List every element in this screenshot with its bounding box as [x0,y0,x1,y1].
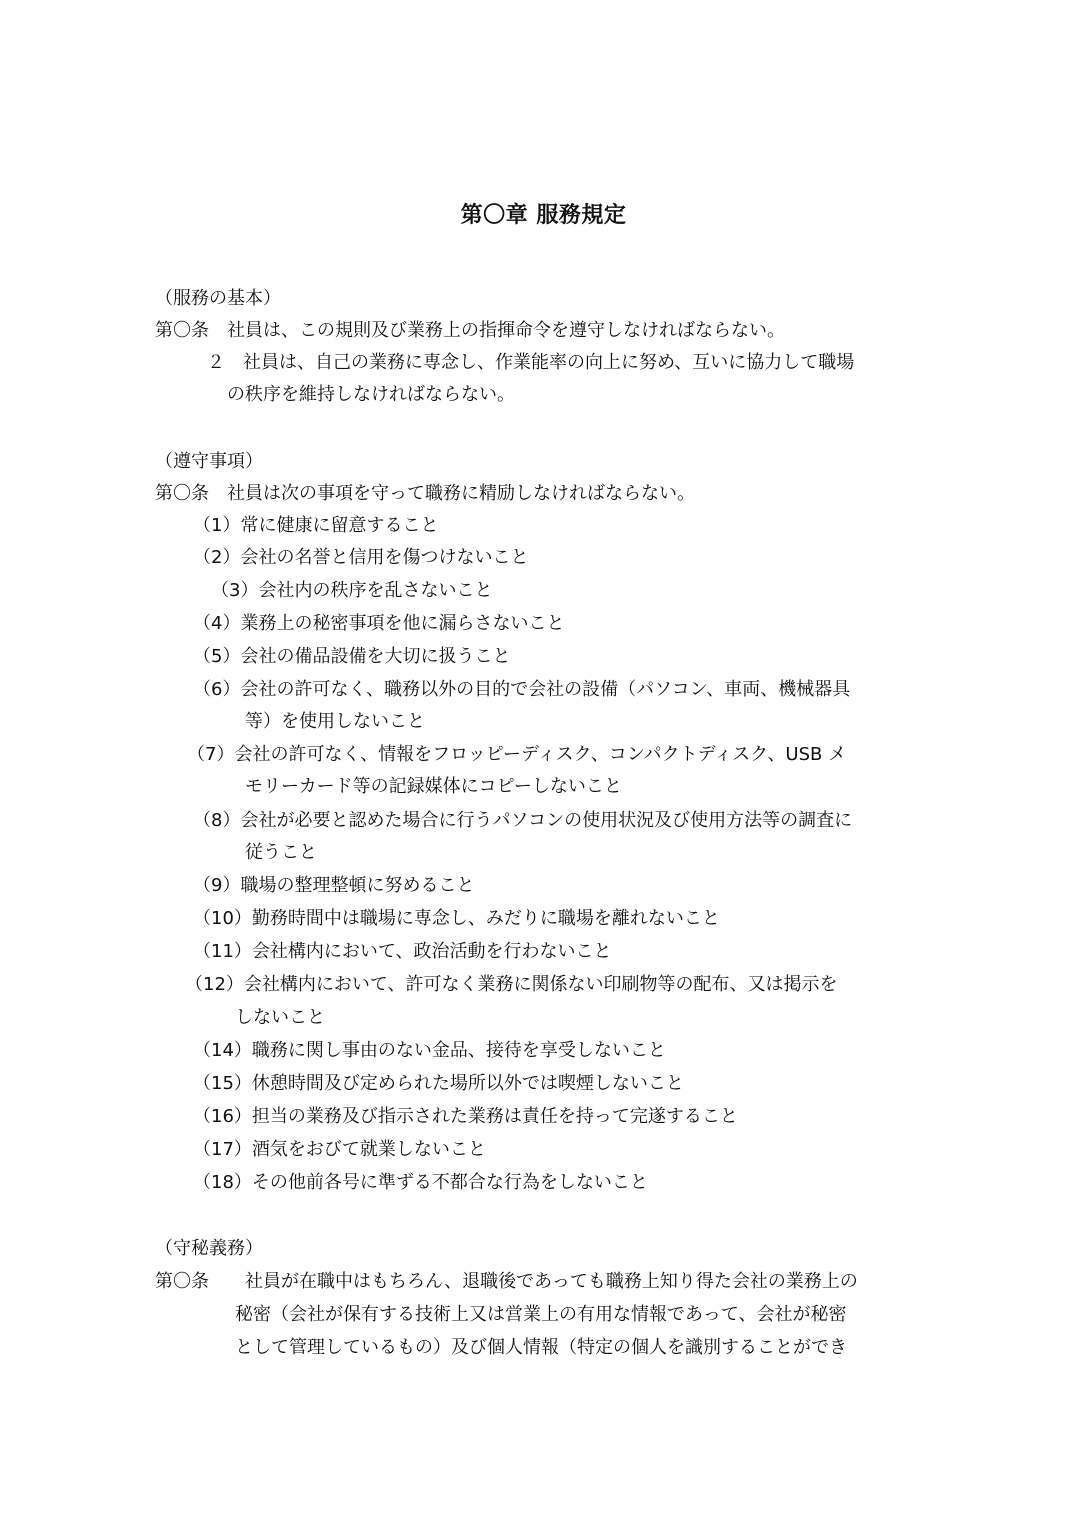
list-item: （3）会社内の秩序を乱さないこと [211,580,493,601]
list-item: （14）職務に関し事由のない金品、接待を享受しないこと [193,1040,666,1061]
list-item: （12）会社構内において、許可なく業務に関係ない印刷物等の配布、又は掲示を [185,974,838,995]
list-item: （16）担当の業務及び指示された業務は責任を持って完遂すること [193,1106,738,1127]
list-item: （15）休憩時間及び定められた場所以外では喫煙しないこと [193,1073,684,1094]
paragraph-text: ２ 社員は、自己の業務に専念し、作業能率の向上に努め、互いに協力して職場 [207,352,855,373]
list-item: （5）会社の備品設備を大切に扱うこと [193,646,511,667]
section-heading: （服務の基本） [155,288,281,309]
chapter-title: 第〇章 服務規定 [460,203,627,228]
list-item: （8）会社が必要と認めた場合に行うパソコンの使用状況及び使用方法等の調査に [193,810,853,831]
article-text-continued: 秘密（会社が保有する技術上又は営業上の有用な情報であって、会社が秘密 [235,1304,847,1325]
list-item: （7）会社の許可なく、情報をフロッピーディスク、コンパクトディスク、USB メ [187,744,847,765]
article-text: 第〇条 社員は次の事項を守って職務に精励しなければならない。 [155,483,695,504]
list-item-continued: しないこと [235,1007,325,1028]
list-item: （4）業務上の秘密事項を他に漏らさないこと [193,613,565,634]
list-item: （9）職場の整理整頓に努めること [193,875,475,896]
section-heading: （遵守事項） [155,451,263,472]
list-item: （10）勤務時間中は職場に専念し、みだりに職場を離れないこと [193,908,720,929]
section-heading: （守秘義務） [155,1238,263,1259]
article-label: 第〇条 [155,1271,209,1292]
list-item: （1）常に健康に留意すること [193,515,439,536]
article-text: 第〇条 社員は、この規則及び業務上の指揮命令を遵守しなければならない。 [155,320,785,341]
list-item-continued: モリーカード等の記録媒体にコピーしないこと [245,776,622,797]
article-text-continued: として管理しているもの）及び個人情報（特定の個人を識別することができ [235,1337,847,1358]
paragraph-text-continued: の秩序を維持しなければならない。 [227,384,515,405]
list-item: （18）その他前各号に準ずる不都合な行為をしないこと [193,1172,648,1193]
list-item-continued: 従うこと [245,842,317,863]
article-text: 社員が在職中はもちろん、退職後であっても職務上知り得た会社の業務上の [245,1271,858,1292]
list-item: （17）酒気をおびて就業しないこと [193,1139,486,1160]
list-item: （6）会社の許可なく、職務以外の目的で会社の設備（パソコン、車両、機械器具 [193,679,851,700]
list-item: （2）会社の名誉と信用を傷つけないこと [193,547,529,568]
list-item: （11）会社構内において、政治活動を行わないこと [193,941,612,962]
list-item-continued: 等）を使用しないこと [245,711,425,732]
